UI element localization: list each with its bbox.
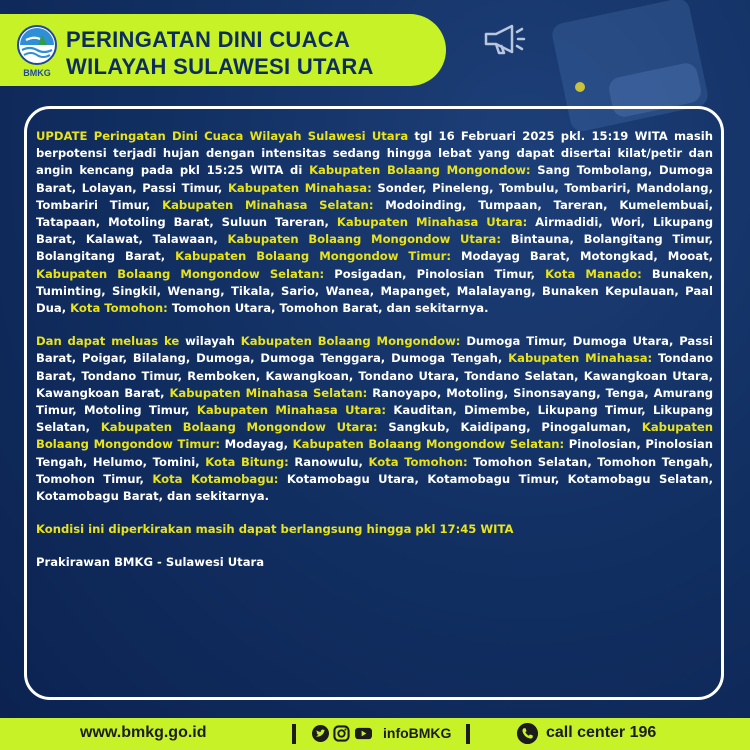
highlighted-text: Kabupaten Minahasa Selatan: bbox=[162, 197, 374, 212]
body-text: Sangkub, Kaidipang, Pinogaluman, bbox=[377, 420, 642, 435]
body-text: Modoinding, Tumpaan, Tareran, Kumelembuai, Tatapaan, Motoling Barat, Suluun Tareran, bbox=[36, 197, 713, 230]
highlighted-text: Kota Manado: bbox=[545, 266, 642, 281]
paragraph-warning bbox=[36, 128, 713, 317]
website-link[interactable]: www.bmkg.go.id bbox=[80, 724, 207, 741]
phone-icon bbox=[517, 723, 538, 744]
highlighted-text: Kabupaten Bolaang Mongondow Timur: bbox=[36, 420, 713, 452]
highlighted-text: Kabupaten Minahasa Utara: bbox=[196, 403, 387, 418]
body-text: Tondano Barat, Tondano Timur, Remboken, Kawangkoan, Tondano Utara, Tondano Selatan, Kawangkoan Utara, Kawangkoan Barat, bbox=[36, 351, 713, 400]
highlighted-text: Kabupaten Bolaang Mongondow: bbox=[240, 334, 461, 349]
body-text: Ranoyapo, Motoling, Sinonsayang, Tenga, Amurang Timur, Motoling Timur, bbox=[36, 385, 714, 418]
call-center[interactable]: call center 196 bbox=[546, 724, 657, 741]
paragraph-expansion bbox=[36, 333, 713, 505]
warning-text bbox=[36, 128, 713, 588]
body-text: Sonder, Pineleng, Tombulu, Tombariri, Mandolang, Tombariri Timur, bbox=[36, 180, 713, 212]
youtube-icon[interactable] bbox=[354, 725, 373, 742]
body-text: Tomohon Selatan, Tomohon Tengah, Tomohon Timur, bbox=[36, 454, 714, 486]
highlighted-text: Kabupaten Bolaang Mongondow Utara: bbox=[100, 420, 378, 435]
background-location-dot bbox=[575, 82, 585, 92]
body-text: Airmadidi, Wori, Likupang Barat, Kalawat, Talawaan, bbox=[36, 215, 714, 247]
highlighted-text: Kabupaten Bolaang Mongondow Selatan: bbox=[36, 266, 325, 281]
body-text: Tomohon Utara, Tomohon Barat, dan sekitarnya. bbox=[167, 301, 489, 316]
footer-bar bbox=[0, 718, 750, 750]
paragraph-forecaster bbox=[36, 554, 713, 571]
bmkg-logo-icon bbox=[14, 24, 60, 68]
body-text: Bintauna, Bolangitang Timur, Bolangitang Barat, bbox=[36, 232, 714, 264]
twitter-icon[interactable] bbox=[312, 725, 329, 742]
header-banner bbox=[0, 14, 446, 86]
highlighted-text: Kabupaten Minahasa: bbox=[508, 351, 653, 366]
logo-text: BMKG bbox=[23, 68, 51, 78]
body-text: Ranowulu, bbox=[288, 454, 369, 469]
body-text: Prakirawan BMKG - Sulawesi Utara bbox=[36, 555, 265, 570]
highlighted-text: Kondisi ini diperkirakan masih dapat berlangsung hingga pkl 17:45 WITA bbox=[36, 522, 514, 537]
highlighted-text: Kabupaten Minahasa Selatan: bbox=[169, 385, 368, 400]
page-title bbox=[66, 26, 374, 80]
highlighted-text: Kota Bitung: bbox=[205, 454, 289, 469]
highlighted-text: Kabupaten Minahasa: bbox=[227, 180, 372, 195]
highlighted-text: Kota Tomohon: bbox=[368, 454, 468, 469]
body-text: Modayag, bbox=[220, 437, 293, 452]
highlighted-text: Kabupaten Minahasa Utara: bbox=[336, 215, 528, 230]
highlighted-text: Kabupaten Bolaang Mongondow: bbox=[309, 163, 531, 178]
body-text: Sang Tombolang, Dumoga Barat, Lolayan, Passi Timur, bbox=[36, 163, 713, 195]
highlighted-text: Kabupaten Bolaang Mongondow Selatan: bbox=[292, 437, 565, 452]
body-text: Modayag Barat, Motongkad, Mooat, bbox=[451, 249, 714, 264]
body-text: Kauditan, Dimembe, Likupang Timur, Likupang Selatan, bbox=[36, 403, 713, 435]
highlighted-text: Kota Tomohon: bbox=[70, 301, 168, 316]
social-icons bbox=[312, 725, 373, 742]
highlighted-text: Kabupaten Bolaang Mongondow Utara: bbox=[227, 232, 501, 247]
body-text: Bunaken, Tuminting, Singkil, Wenang, Tikala, Sario, Wanea, Mapanget, Malalayang, Bunaken Kepulauan, Paal Dua, bbox=[36, 266, 714, 316]
social-handle[interactable]: infoBMKG bbox=[383, 725, 452, 741]
highlighted-text: Dan dapat meluas ke bbox=[36, 334, 180, 349]
bmkg-logo bbox=[14, 24, 60, 78]
body-text: Kotamobagu Utara, Kotamobagu Timur, Kotamobagu Selatan, Kotamobagu Barat, dan sekitarnya. bbox=[36, 471, 713, 504]
highlighted-text: Kota Kotamobagu: bbox=[152, 471, 279, 486]
footer-divider bbox=[466, 724, 470, 744]
body-text: Posigadan, Pinolosian Timur, bbox=[324, 266, 546, 281]
body-text: Pinolosian, Pinolosian Tengah, Helumo, Tomini, bbox=[36, 437, 713, 469]
title-line-1: PERINGATAN DINI CUACA bbox=[66, 27, 351, 52]
megaphone-icon bbox=[482, 22, 526, 56]
title-line-2: WILAYAH SULAWESI UTARA bbox=[66, 54, 374, 79]
body-text: Dumoga Timur, Dumoga Utara, Passi Barat, Poigar, Bilalang, Dumoga, Dumoga Tenggara, Dumoga Tengah, bbox=[36, 334, 713, 366]
highlighted-text: UPDATE Peringatan Dini Cuaca Wilayah Sulawesi Utara bbox=[36, 129, 409, 143]
paragraph-duration bbox=[36, 521, 713, 538]
instagram-icon[interactable] bbox=[333, 725, 350, 742]
highlighted-text: Kabupaten Bolaang Mongondow Timur: bbox=[175, 249, 451, 264]
body-text: wilayah bbox=[179, 334, 241, 349]
body-text: tgl 16 Februari 2025 pkl. 15:19 WITA masih berpotensi terjadi hujan dengan intensitas sedang hingga lebat yang dapat disertai kilat/petir dan angin kencang pada pkl 15:25 WITA di bbox=[36, 129, 713, 178]
footer-divider bbox=[292, 724, 296, 744]
